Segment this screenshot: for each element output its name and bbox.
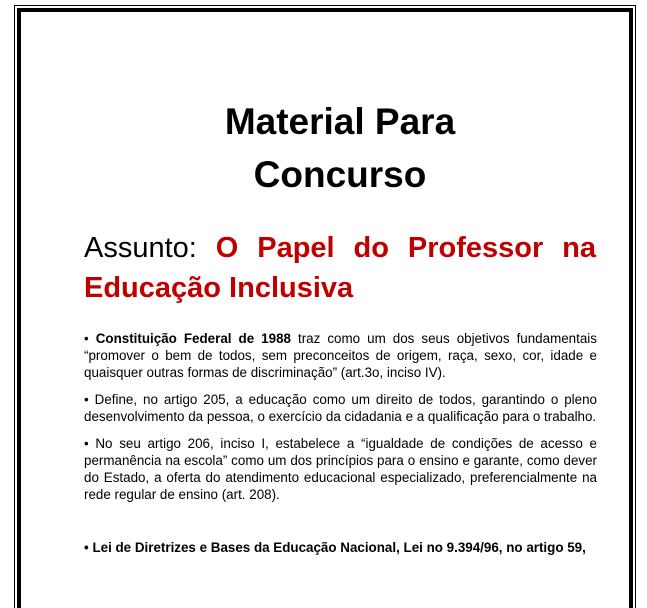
bullet: • bbox=[84, 540, 89, 555]
paragraph-artigo-206 bbox=[84, 435, 597, 503]
title-line-1: Material Para bbox=[224, 101, 456, 142]
paragraph-constituicao bbox=[84, 330, 597, 381]
title-line-2: Concurso bbox=[253, 154, 427, 195]
subject-topic: O Papel do Professor na Educação Inclusiva bbox=[84, 232, 596, 304]
paragraph-bold-text: Constituição Federal de 1988 bbox=[95, 331, 291, 346]
paragraph-text: traz como um dos seus objetivos fundamentais “promover o bem de todos, sem preconceitos de origem, raça, sexo, cor, idade e quaisquer outras formas de discriminação” (art.3o, inciso IV). bbox=[84, 331, 597, 380]
page-title bbox=[0, 95, 647, 201]
subject-heading bbox=[84, 228, 596, 308]
bullet: • bbox=[84, 331, 89, 346]
subject-label: Assunto: bbox=[84, 232, 197, 264]
paragraph-text: No seu artigo 206, inciso I, estabelece a “igualdade de condições de acesso e permanência na escola” como um dos princípios para o ensino e garante, como dever do Estado, a oferta do atendimento educacional especializado, preferencialmente na rede regular de ensino (art. 208). bbox=[84, 436, 597, 502]
document-body bbox=[84, 330, 597, 566]
paragraph-text: Define, no artigo 205, a educação como um direito de todos, garantindo o pleno desenvolvimento da pessoa, o exercício da cidadania e a qualificação para o trabalho. bbox=[84, 392, 597, 424]
paragraph-artigo-205 bbox=[84, 391, 597, 425]
bullet: • bbox=[84, 436, 89, 451]
paragraph-bold-text: Lei de Diretrizes e Bases da Educação Nacional, Lei no 9.394/96, no artigo 59, bbox=[92, 540, 586, 555]
bullet: • bbox=[84, 392, 89, 407]
paragraph-ldb bbox=[84, 539, 597, 556]
